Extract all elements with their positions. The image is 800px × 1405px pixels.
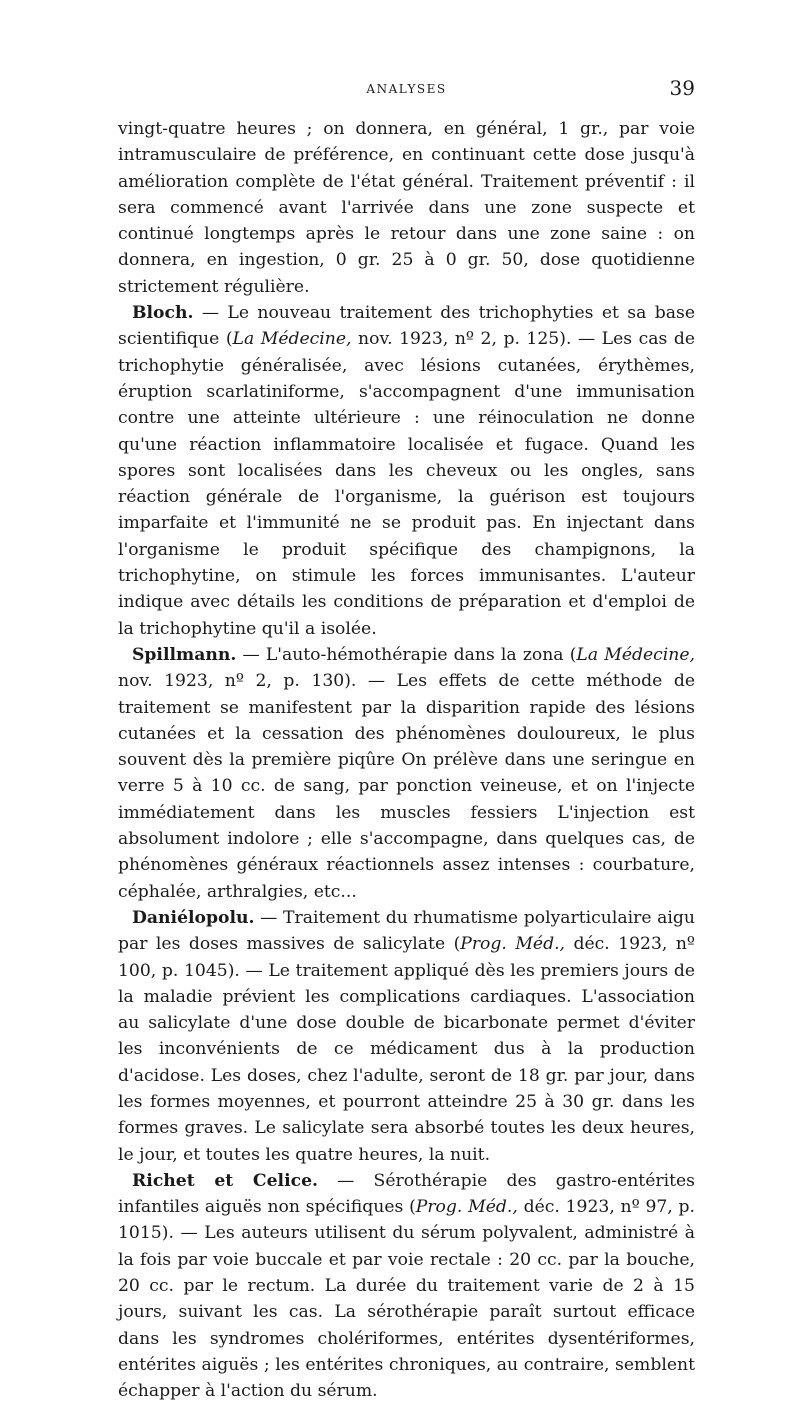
entry-source-tail: nov. 1923, nº 2, p. 125). [351, 329, 572, 350]
entry-source: La Médecine, [232, 329, 352, 350]
entry-source-tail: déc. 1923, nº 97, p. 1015). [118, 1197, 695, 1244]
entry-source-tail: nov. 1923, nº 2, p. 130). [118, 671, 357, 692]
entry-author: Bloch. [132, 303, 194, 324]
entry-source: Prog. Méd., [460, 934, 566, 955]
entry-lead: — Traitement du rhumatisme polyarticulaire aigu par les doses massives de salicylate ( [118, 907, 695, 955]
entry-lead: — Le nouveau traitement des trichophyties et sa base scientifique ( [118, 303, 695, 350]
page-number: 39 [669, 76, 695, 100]
abstract-entry-bloch [118, 300, 695, 642]
page-header [118, 76, 695, 104]
entry-lead: — L'auto-hémothérapie dans la zona ( [236, 644, 577, 665]
entry-source: La Médecine, [576, 644, 695, 665]
intro-text: vingt-quatre heures ; on donnera, en général, 1 gr., par voie intramusculaire de préférence, en continuant cette dose jusqu'à amélioration complète de l'état général. Traitement préventif : il sera commencé avant l'arrivée dans une zone suspecte et continué longtemps après le retour dans une zone saine : on donnera, en ingestion, 0 gr. 25 à 0 gr. 50, dose quotidienne strictement régulière. [118, 119, 695, 297]
abstract-entry-spillmann [118, 642, 695, 905]
abstract-entry-richet-celice [118, 1168, 695, 1405]
entry-text: — Les auteurs utilisent du sérum polyvalent, administré à la fois par voie buccale et par voie rectale : 20 cc. par la bouche, 20 cc. par le rectum. La durée du traitement varie de 2 à 15 jours, suivant les cas. La sérothérapie paraît surtout efficace dans les syndromes cholériformes, entérites dysentériformes, entérites aiguës ; les entérites chroniques, au contraire, semblent échapper à l'action du sérum. [118, 1223, 695, 1402]
entry-source-tail: déc. 1923, nº 100, p. 1045). [118, 934, 695, 981]
entry-lead: — Sérothérapie des gastro-entérites infantiles aiguës non spécifiques ( [118, 1170, 695, 1218]
entry-author: Richet et Celice. [132, 1170, 318, 1191]
entry-text: — Les cas de trichophytie généralisée, avec lésions cutanées, érythèmes, éruption scarlatiniforme, s'accompagnent d'une immunisation contre une atteinte ultérieure : une réinoculation ne donne qu'une réaction inflammatoire localisée et fugace. Quand les spores sont localisées dans les cheveux ou les ongles, sans réaction générale de l'organisme, la guérison est toujours imparfaite et l'immunité ne se produit pas. En injectant dans l'organisme le produit spécifique des champignons, la trichophytine, on stimule les forces immunisantes. L'auteur indique avec détails les conditions de préparation et d'emploi de la trichophytine qu'il a isolée. [118, 329, 695, 639]
running-title: ANALYSES [366, 82, 447, 96]
abstract-entry-danielopolu [118, 905, 695, 1168]
article-body [118, 116, 695, 1405]
entry-author: Spillmann. [132, 644, 237, 665]
entry-source: Prog. Méd., [415, 1197, 518, 1218]
intro-paragraph [118, 116, 695, 300]
entry-text: — Les effets de cette méthode de traitement se manifestent par la disparition rapide des lésions cutanées et la cessation des phénomènes douloureux, le plus souvent dès la première piqûre On prélève dans une seringue en verre 5 à 10 cc. de sang, par ponction veineuse, et on l'injecte immédiatement dans les muscles fessiers L'injection est absolument indolore ; elle s'accompagne, dans quelques cas, de phénomènes généraux réactionnels assez intenses : courbature, céphalée, arthralgies, etc... [118, 671, 696, 902]
entry-text: — Le traitement appliqué dès les premiers jours de la maladie prévient les complications cardiaques. L'association au salicylate d'une dose double de bicarbonate permet d'éviter les inconvénients de ce médicament dus à la production d'acidose. Les doses, chez l'adulte, seront de 18 gr. par jour, dans les formes moyennes, et pourront atteindre 25 à 30 gr. dans les formes graves. Le salicylate sera absorbé toutes les deux heures, le jour, et toutes les quatre heures, la nuit. [118, 960, 696, 1165]
entry-author: Daniélopolu. [132, 907, 255, 928]
